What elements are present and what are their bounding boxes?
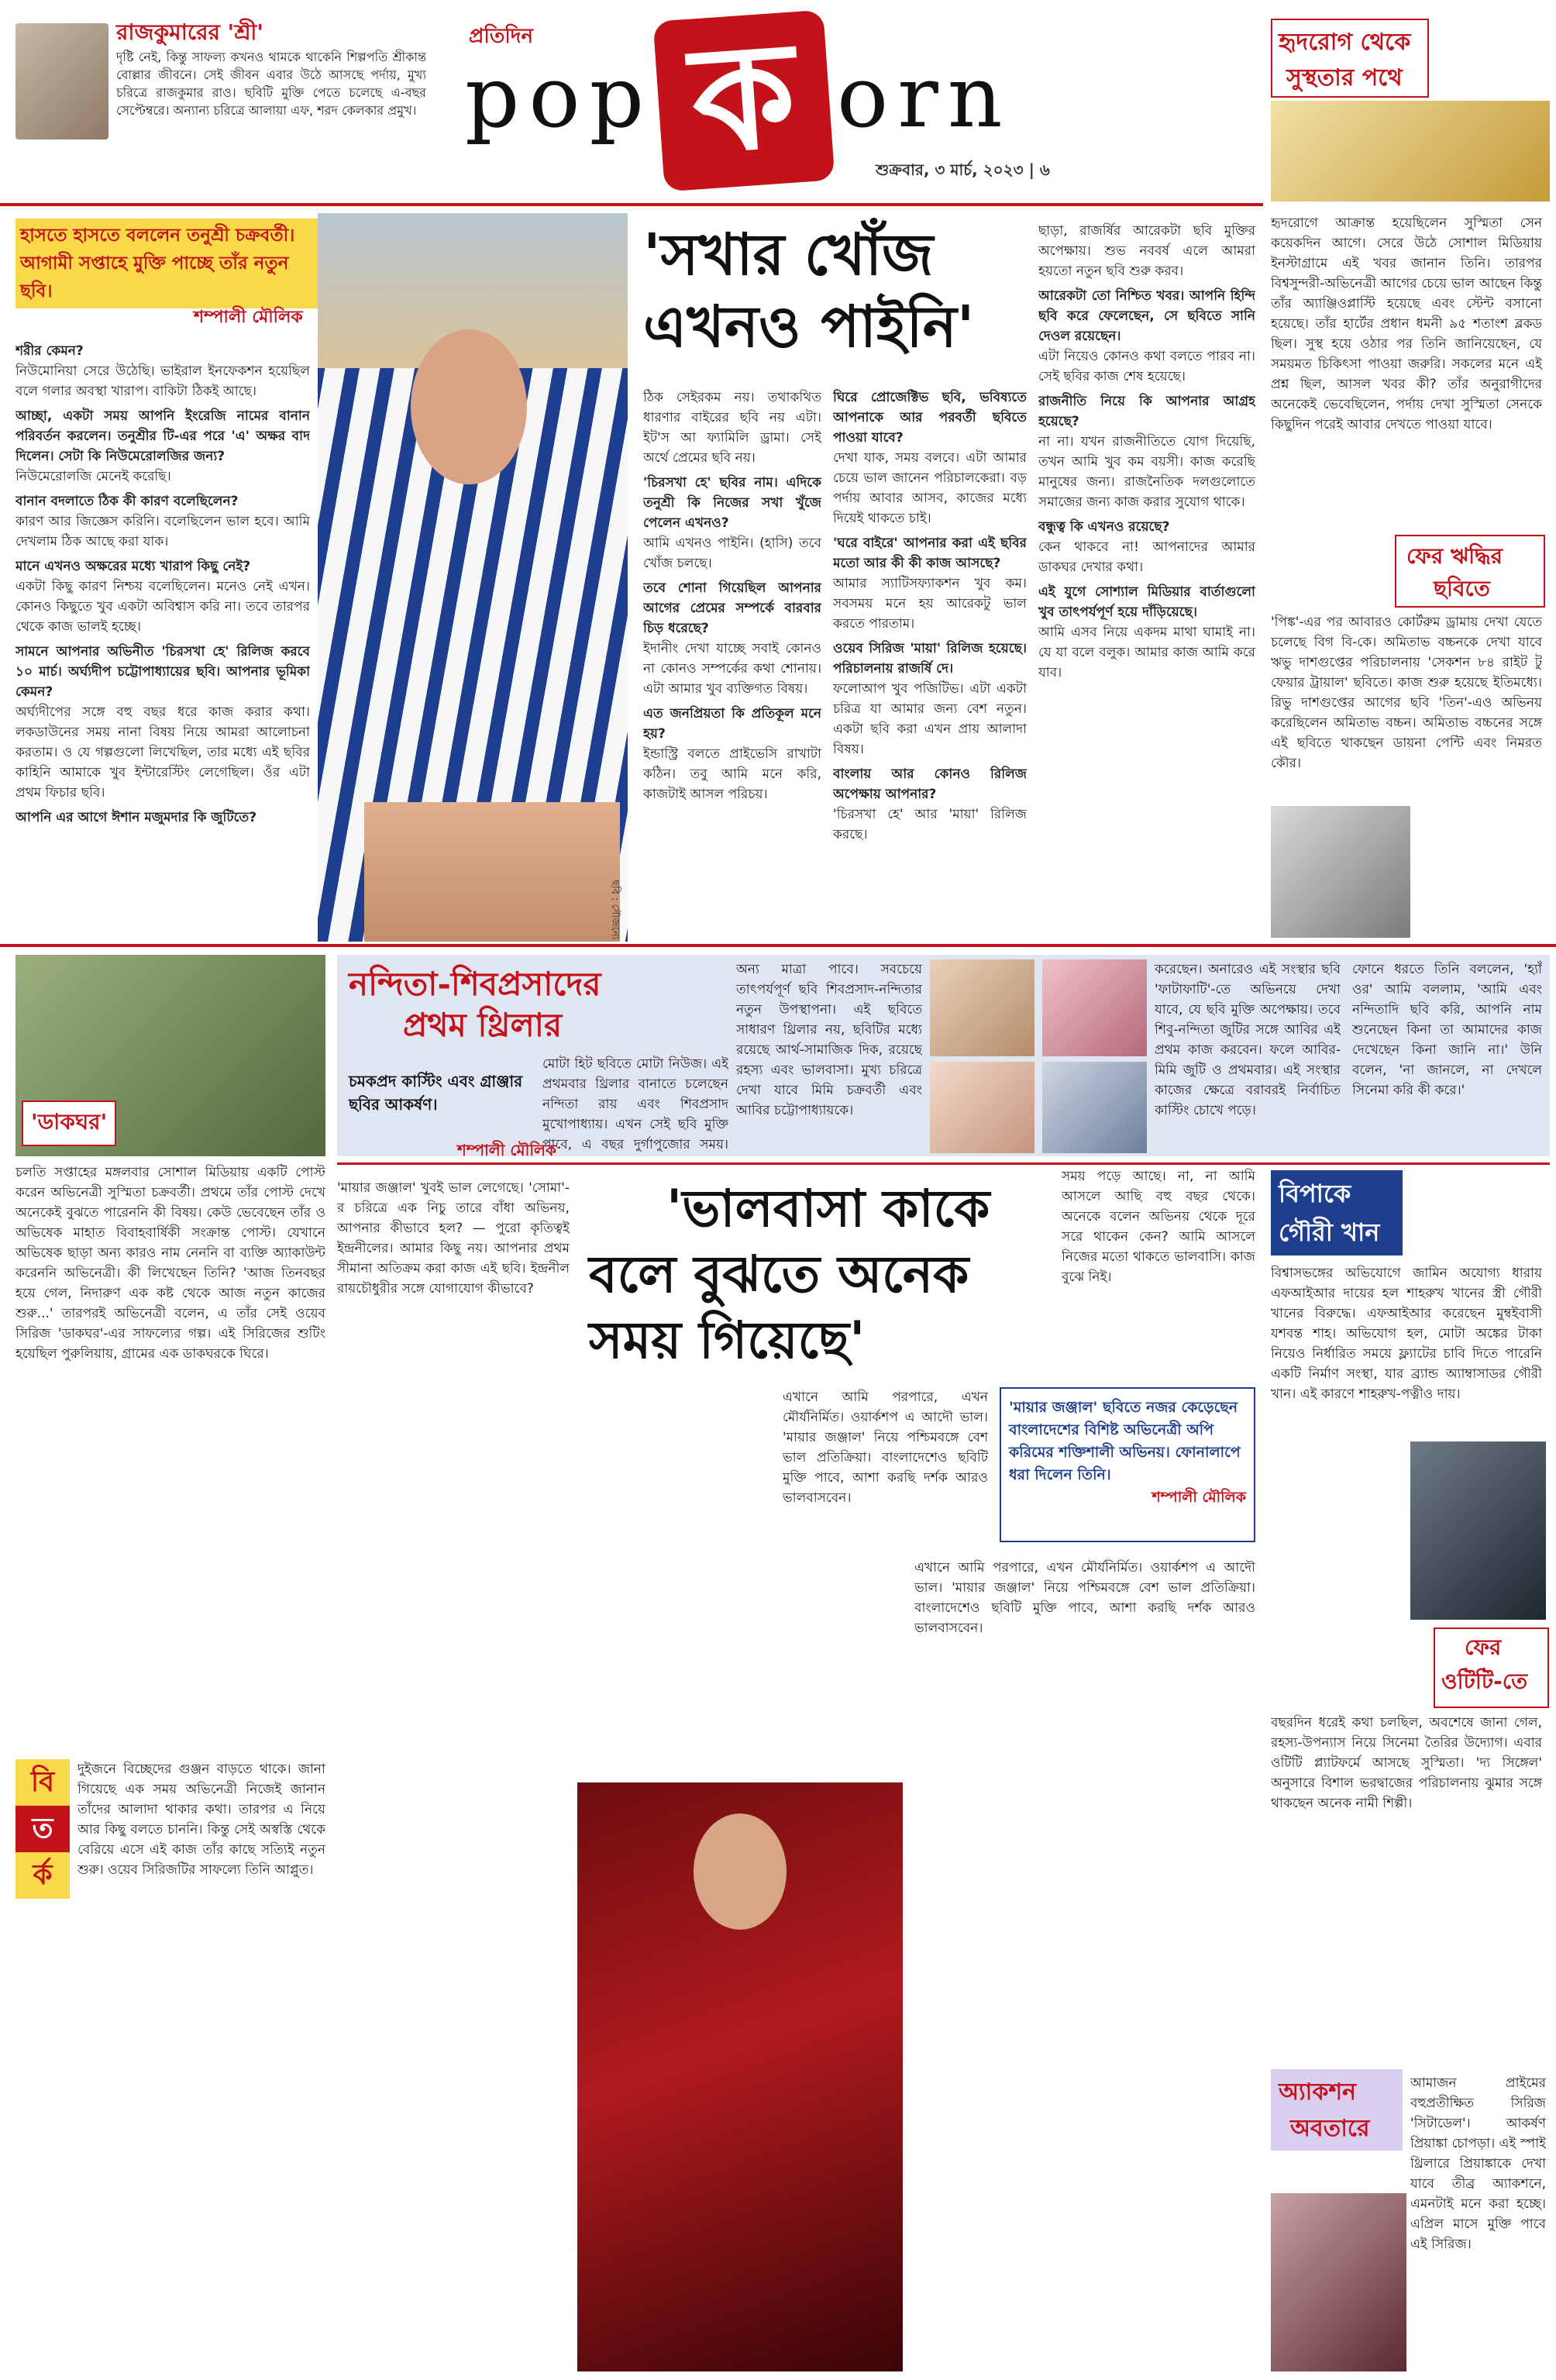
c2-4-a: ইন্ডাস্ট্রি বলতে প্রাইভেসি রাখাটা কঠিন। তবু আমি মনে করি, কাজটাই আসল পরিচয়। xyxy=(643,746,821,802)
c4-3-a: না না। যখন রাজনীতিতে যোগ দিয়েছি, তখন আমি খুব কম বয়সী। কাজ করেছি মানুষের জন্য। রাজনৈতিক দলগুলোতে সমাজের জন্য কাজ করার সুযোগ থাকে। xyxy=(1038,434,1255,510)
sushmita-photo xyxy=(1271,101,1550,201)
qa-1-a: নিউমোনিয়া সেরে উঠেছি। ভাইরাল ইনফেকশন হয়েছিল বলে গলার অবস্থা খারাপ। বাকিটা ঠিকই আছে। xyxy=(15,363,310,399)
tanushree-photo xyxy=(318,213,628,942)
priyanka-photo xyxy=(1271,2193,1406,2371)
apu-intro: 'মায়ার জঞ্জাল' ছবিতে নজর কেড়েছেন বাংলাদেশের বিশিষ্ট অভিনেত্রী অপি করিমের শক্তিশালী অভিনয়। ফোনালাপে ধরা দিলেন তিনি। xyxy=(1009,1399,1241,1483)
thriller-col-2: অন্য মাত্রা পাবে। সবচেয়ে তাৎপর্যপূর্ণ ছবি শিবপ্রসাদ-নন্দিতার নতুন উপস্থাপনা। এই ছবিতে সাধারণ থ্রিলার নয়, ছবিটির মধ্যে রয়েছে আর্থ-সামাজিক দিক, রয়েছে রহস্য এবং ভালবাসা। মুখ্য চরিত্রে দেখা যাবে মিমি চক্রবর্তী এবং আবির চট্টোপাধ্যায়কে। xyxy=(736,962,922,1118)
gauri-text: বিশ্বাসভঙ্গের অভিযোগে জামিন অযোগ্য ধারায় এফআইআর দায়ের হল শাহরুখ খানের স্ত্রী গৌরী খানের বিরুদ্ধে। এফআইআর করেছেন মুম্বইবাসী যশবন্ত শাহ। অভিযোগ হল, মোটা অঙ্কের টাকা নিয়েও নির্ধারিত সময়ে ফ্ল্যাটের চাবি দিতে পারেনি একটি নির্মাণ সংস্থা, যার ব্র্যান্ড অ্যাম্বাসাডর গৌরী খান। এই কারণে শাহরুখ-পত্নীও দায়। xyxy=(1271,1266,1542,1402)
ott-text: বছরদিন ধরেই কথা চলছিল, অবশেষে জানা গেল, রহস্য-উপন্যাস নিয়ে সিনেমা তৈরির উদ্যোগ। এবার ওটিটি প্ল্যাটফর্মে আসছে সুস্মিতা। 'দ্য সিঙ্গেল' অনুসারে বিশাল ভরদ্বাজের পরিচালনায় ঝুমার সঙ্গে থাকছেন অনেক নামী শিল্পী। xyxy=(1271,1715,1542,1811)
c4-3-q: রাজনীতি নিয়ে কি আপনার আগ্রহ হয়েছে? xyxy=(1038,394,1255,429)
qa-2-q: আচ্ছা, একটা সময় আপনি ইংরেজি নামের বানান পরিবর্তন করলেন। তনুশ্রীর টি-এর পরে 'এ' অক্ষর বাদ দিলেন। সেটা কি নিউমেরোলজির জন্য? xyxy=(15,408,310,464)
c4-5-q: এই যুগে সোশ্যাল মিডিয়ার বার্তাগুলো খুব তাৎপর্যপূর্ণ হয়ে দাঁড়িয়েছে। xyxy=(1038,584,1255,620)
cast-photo-3 xyxy=(930,1062,1034,1153)
c2-4-q: এত জনপ্রিয়তা কি প্রতিকূল মনে হয়? xyxy=(643,706,821,742)
c4-1-a: ছাড়া, রাজর্ষির আরেকটা ছবি মুক্তির অপেক্ষায়। শুভ নববর্ষ এলে আমরা হয়তো নতুন ছবি শুরু করব। xyxy=(1038,223,1255,279)
cast-photo-4 xyxy=(1042,1062,1147,1153)
amitabh-photo xyxy=(1271,806,1410,938)
apu-headline-2: বলে বুঝতে অনেক xyxy=(589,1244,969,1304)
masthead xyxy=(0,0,1556,203)
dakghar-text: চলতি সপ্তাহের মঙ্গলবার সোশাল মিডিয়ায় একটি পোস্ট করেন অভিনেত্রী সুস্মিতা চক্রবর্তী। প্রথমে তাঁর পোস্ট দেখে অনেকেই বুঝতে পারেননি কী বিষয়। কেউ ভেবেছেন তাঁর ও অভিষেক মাহাত বিবাহবার্ষিকী সংক্রান্ত পোস্ট। যেখানে অভিষেক ছাড়া অন্য কারও নাম নেননি বা ব্যক্তি অ্যাকাউন্ট করেননি অভিনেত্রী। কী লিখেছেন তিনি? 'আজ তিনবছর হয়ে গেল, নিদারুণ এক কষ্ট থেকে আজ নতুন কাজের শুরু...' তারপরই অভিনেত্রী বলেন, এ তাঁর সেই ওয়েব সিরিজ 'ডাকঘর'-এর সাফল্যের গল্প। এই সিরিজের শুটিং হয়েছিল পুরুলিয়ায়, গ্রামের এক ডাকঘরকে ঘিরে। xyxy=(15,1165,325,1362)
action-title-2: অবতারে xyxy=(1290,2115,1370,2142)
lead-headline-2: এখনও পাইনি' xyxy=(643,294,975,360)
ott-title-1: ফের xyxy=(1465,1634,1502,1660)
c3-4-a: 'চিরসখা হে' আর 'মায়া' রিলিজ করছে। xyxy=(833,807,1027,842)
topright-text: হৃদরোগে আক্রান্ত হয়েছিলেন সুস্মিতা সেন কয়েকদিন আগে। সেরে উঠে সোশাল মিডিয়ায় ইনস্টাগ্রামে এই খবর জানান তিনি। তারপর বিশ্বসুন্দরী-অভিনেত্রী আগের চেয়ে ভাল আছেন কিন্তু তাঁর অ্যাঞ্জিওপ্লাস্টি হয়েছে এবং স্টেন্ট বসানো হয়েছে। তাঁর হার্টের প্রধান ধমনী ৯৫ শতাংশ ব্লকড ছিল। সুস্থ হয়ে ওঠার পর তিনি জানিয়েছেন, যে সময়মত চিকিৎসা পাওয়া জরুরি। সকলের মনে এই প্রশ্ন ছিল, আসল খবর কী? তাঁর অনুরাগীদের অনেকেই ভেবেছিলেন, পর্দায় দেখা সুস্মিতা সেনকে কিছুদিন পরেই আবার দেখতে পাওয়া যাবে। xyxy=(1271,215,1542,432)
cast-photo-2 xyxy=(1042,959,1147,1056)
c3-3-q: ওয়েব সিরিজ 'মায়া' রিলিজ হয়েছে। পরিচালনায় রাজর্ষি দে। xyxy=(833,641,1027,677)
qa-3-q: বানান বদলাতে ঠিক কী কারণ বলেছিলেন? xyxy=(15,494,239,509)
date-line: শুক্রবার, ৩ মার্চ, ২০২৩ | ৬ xyxy=(876,160,1050,179)
tirtho-text: দুইজনে বিচ্ছেদের গুঞ্জন বাড়তে থাকে। জানা গিয়েছে এক সময় অভিনেত্রী নিজেই জানান তাঁদের আলাদা থাকার কথা। তারপর এ নিয়ে আর কিছু বলতে চাননি। কিন্তু সেই অস্বস্তি থেকে বেরিয়ে এসে এই কাজ তাঁর কাছে সত্যিই নতুন শুরু। ওয়েব সিরিজটির সাফল্যে তিনি আপ্লুত। xyxy=(77,1762,325,1878)
action-text: আমাজন প্রাইমের বহুপ্রতীক্ষিত সিরিজ 'সিটাডেল'। আকর্ষণ প্রিয়াঙ্কা চোপড়া। এই স্পাই থ্রিলারে প্রিয়াঙ্কাকে দেখা যাবে তীব্র অ্যাকশনে, এমনটাই মনে করা হচ্ছে। এপ্রিল মাসে মুক্তি পাবে এই সিরিজ। xyxy=(1410,2075,1546,2252)
tirtho-letter-c: র্ক xyxy=(33,1859,53,1891)
gauri-photo xyxy=(1410,1441,1546,1620)
tirtho-letters xyxy=(15,1759,70,1899)
lead-column-1 xyxy=(15,341,310,938)
lead-column-2 xyxy=(643,387,821,938)
brand-small: প্রতিদিন xyxy=(469,25,533,48)
apu-headline-3: সময় গিয়েছে' xyxy=(589,1310,866,1370)
c4-4-q: বন্ধুত্ব কি এখনও রয়েছে? xyxy=(1038,519,1170,535)
topleft-text: দৃষ্টি নেই, কিন্তু সাফল্য কখনও থামকে থাকেনি শিল্পপতি শ্রীকান্ত বোল্লার জীবনে। সেই জীবন এবার উঠে আসছে পর্দায়, মুখ্য চরিত্রে রাজকুমার রাও। ছবিটি মুক্তি পেতে চলেছে এ-বছর সেপ্টেম্বরে। অন্যান্য চরিত্রে আলায়া এফ, শরদ কেলকার প্রমুখ। xyxy=(116,50,426,118)
apu-col-1: 'মায়ার জঞ্জাল' খুবই ভাল লেগেছে। 'সোমা'-র চরিত্রে এক নিচু তারে বাঁধা অভিনয়, আপনার কীভাবে হল? — পুরো কৃতিত্বই ইন্দ্রনীলের। আমার কিছু নয়। আপনার প্রথম সীমানা অতিক্রম করা কাজ এই ছবি। ইন্দ্রনীল রায়চৌধুরীর সঙ্গে যোগাযোগ কীভাবে? xyxy=(337,1180,570,1297)
amitabh-text: 'পিঙ্ক'-এর পর আবারও কোর্টরুম ড্রামায় দেখা যেতে চলেছে বিগ বি-কে। অমিতাভ বচ্চনকে দেখা যাবে ঋভু দাশগুপ্তের পরিচালনায় 'সেকশন ৮৪ রাইট টু ফেয়ার ট্রায়াল' ছবিতে। কাজ শুরু হয়েছে ইতিমধ্যে। রিভু দাশগুপ্তের আগের ছবি 'তিন'-এও অভিনয় করেছিলেন অমিতাভ বচ্চন। অমিতাভ বচ্চনের সঙ্গে এই ছবিতে থাকছেন ডায়না পেন্টি এবং নিমরত কৌর। xyxy=(1271,615,1542,771)
apu-col-4: এখানে আমি পরপারে, এখন মৌর্যনির্মিত। ওয়ার্কশপ এ আদৌ ভাল। 'মায়ার জঞ্জাল' নিয়ে পশ্চিমবঙ্গে বেশ ভাল প্রতিক্রিয়া। বাংলাদেশেও ছবিটি মুক্তি পাবে, আশা করছি দর্শক আরও ভালবাসবেন। xyxy=(914,1560,1255,1636)
masthead-rule xyxy=(0,203,1263,206)
qa-1-q: শরীর কেমন? xyxy=(15,343,84,359)
c3-3-a: ফলোআপ খুব পজিটিভ। এটা একটা চরিত্র যা আমার জন্য বেশ নতুন। একটা ছবি করা এখন প্রায় আলাদা বিষয়। xyxy=(833,681,1027,757)
qa-2-a: নিউমেরোলজি মেনেই করেছি। xyxy=(15,469,171,484)
photo-credit: ছবি : সৌজন্যে xyxy=(609,880,621,940)
thriller-kicker: চমকপ্রদ কাস্টিং এবং গ্রাঞ্জার ছবির আকর্ষণ। xyxy=(349,1072,523,1114)
thriller-col-4: ফোনে ধরতে তিনি বললেন, 'হ্যাঁ ওর' আমি বললাম, 'আমি এবং নন্দিতাদি ছবি করি, আপনি নাম শুনেছেন কিনা তা আমাদের কাজ দেখেছেন কিনা জানি না।' উনি বলেন, 'না জানলে, না দেখলে সিনেমা করি কী করে।' xyxy=(1352,962,1542,1098)
qa-6-q: আপনি এর আগে ঈশান মজুমদার কি জুটিতে? xyxy=(15,810,257,825)
thriller-col-1: মোটা হিট ছবিতে মোটা নিউজ। এই প্রথমবার থ্রিলার বানাতে চলেছেন নন্দিতা রায় এবং শিবপ্রসাদ মুখোপাধ্যায়। এখন সেই ছবি মুক্তি পাবে, এ বছর দুর্গাপুজোর সময়। xyxy=(542,1056,728,1152)
thriller-title-1: নন্দিতা-শিবপ্রসাদের xyxy=(349,965,601,1003)
qa-3-a: কারণ আর জিজ্ঞেস করিনি। বলেছিলেন ভাল হবে। আমি দেখলাম ঠিক আছে করা যাক। xyxy=(15,514,310,549)
topleft-title: রাজকুমারের 'শ্রী' xyxy=(116,19,263,45)
c4-5-a: আমি এসব নিয়ে একদম মাথা ঘামাই না। যে যা বলে বলুক। আমার কাজ আমি করে যাব। xyxy=(1038,625,1255,680)
ott-title-2: ওটিটি-তে xyxy=(1441,1669,1528,1694)
thriller-col-3: করেছেন। অনারেও এই সংস্থার ছবি 'ফাটাফাটি'-তে অভিনয়ে দেখা যাবে, যে ছবি মুক্তি অপেক্ষায়। তবে শিবু-নন্দিতা জুটির সঙ্গে আবির এই প্রথম কাজ করবেন। ফলে আবির-মিমি জুটি ও প্রথমবার। এই সংস্থার কাজের ক্ষেত্রে বরাবরই নির্বাচিত কাস্টিং চোখে পড়ে। xyxy=(1155,962,1341,1118)
topright-title-1: হৃদরোগ থেকে xyxy=(1279,29,1411,56)
qa-4-a: একটা কিছু কারণ নিশ্চয় বলেছিলেন। মনেও নেই এখন। কোনও কিছুতে খুব একটা অবিশ্বাস করি না। তবে তারপর থেকে কাজ ভালই হচ্ছে। xyxy=(15,579,310,635)
rajkummar-photo xyxy=(15,23,108,139)
c3-2-q: 'ঘরে বাইরে' আপনার করা এই ছবির মতো আর কী কী কাজ আসছে? xyxy=(833,536,1027,571)
lead-column-3 xyxy=(833,387,1027,938)
c2-3-a: ইদানীং দেখা যাচ্ছে সবাই কোনও না কোনও সম্পর্কের কথা শোনায়। এটা আমার খুব ব্যক্তিগত বিষয়। xyxy=(643,641,821,697)
gauri-title-2: গৌরী খান xyxy=(1279,1218,1380,1247)
dakghar-tag: 'ডাকঘর' xyxy=(22,1100,116,1146)
brand-pop: pop xyxy=(465,47,654,146)
c4-2-q: আরেকটা তো নিশ্চিত খবর। আপনি হিন্দি ছবি করে ফেলেছেন, সে ছবিতে সানি দেওল রয়েছেন। xyxy=(1038,288,1255,344)
lead-column-4 xyxy=(1038,221,1255,938)
c2-3-q: তবে শোনা গিয়েছিল আপনার আগের প্রেমের সম্পর্কে বারবার চিড় ধরেছে? xyxy=(643,580,821,636)
thriller-byline: শম্পালী মৌলিক xyxy=(457,1141,556,1159)
c2-1-a: ঠিক সেইরকম নয়। তথাকথিত ধারণার বাইরের ছবি নয় এটা। ইট'স আ ফ্যামিলি ড্রামা। সেই অর্থে প্রেমের ছবি নয়। xyxy=(643,390,821,466)
lead-byline: শম্পালী মৌলিক xyxy=(194,308,303,327)
apu-intro-box xyxy=(1000,1387,1255,1542)
apu-headline-1: 'ভালবাসা কাকে xyxy=(666,1178,990,1238)
apu-byline: শম্পালী মৌলিক xyxy=(1152,1489,1246,1506)
c2-2-a: আমি এখনও পাইনি। (হাসি) তবে খোঁজ চলছে। xyxy=(643,536,821,571)
c4-4-a: কেন থাকবে না! আপনাদের আমার ডাকঘর দেখার কথা। xyxy=(1038,539,1255,575)
topright-title-2: সুস্থতার পথে xyxy=(1286,64,1403,91)
lower-rule xyxy=(337,1162,1550,1165)
c4-2-a: এটা নিয়েও কোনও কথা বলতে পারব না। সেই ছবির কাজ শেষ হয়েছে। xyxy=(1038,349,1255,384)
c3-1-a: দেখা যাক, সময় বলবে। এটা আমার চেয়ে ভাল জানেন পরিচালকেরা। বড় পর্দায় আবার আসব, কাজের মধ্যে দিয়েই থাকতে চাই। xyxy=(833,450,1027,526)
amitabh-title-1: ফের ঋদ্ধির xyxy=(1406,543,1503,569)
c3-4-q: বাংলায় আর কোনও রিলিজ অপেক্ষায় আপনার? xyxy=(833,766,1027,802)
lead-kicker-box xyxy=(15,219,310,304)
action-title-1: অ্যাকশন xyxy=(1279,2079,1357,2106)
qa-5-a: অর্ঘ্যদীপের সঙ্গে বহু বছর ধরে কাজ করার কথা। লকডাউনের সময় নানা বিষয় নিয়ে আমরা আলোচনা করতাম। ও যে গল্পগুলো লিখেছিল, তার মধ্যে এই ছবির কাহিনি আমাকে খুব ইন্টারেস্টিং লেগেছিল। ওঁর এটা প্রথম ফিচার ছবি। xyxy=(15,704,310,801)
apu-karim-photo xyxy=(577,1782,903,2371)
c3-1-q: ঘিরে প্রোজেক্টিভ ছবি, ভবিষ্যতে আপনাকে আর পরবর্তী ছবিতে পাওয়া যাবে? xyxy=(833,390,1027,446)
amitabh-title-2: ছবিতে xyxy=(1434,576,1490,601)
apu-photo-face xyxy=(694,1813,787,1930)
brand-orn: orn xyxy=(837,47,1012,146)
cast-photo-1 xyxy=(930,959,1034,1056)
gauri-title-1: বিপাকে xyxy=(1279,1179,1351,1208)
tirtho-letter-b: ত xyxy=(15,1806,70,1852)
logo-letter: ক xyxy=(686,6,801,187)
qa-4-q: মানে এখনও অক্ষরের মধ্যে খারাপ কিছু নেই? xyxy=(15,559,251,574)
photo-face xyxy=(411,329,527,484)
thriller-title-2: প্রথম থ্রিলার xyxy=(403,1006,563,1044)
apu-col-2: এখানে আমি পরপারে, এখন মৌর্যনির্মিত। ওয়ার্কশপ এ আদৌ ভাল। 'মায়ার জঞ্জাল' নিয়ে পশ্চিমবঙ্গে বেশ ভাল প্রতিক্রিয়া। বাংলাদেশেও ছবিটি মুক্তি পাবে, আশা করছি দর্শক আরও ভালবাসবেন। xyxy=(783,1390,988,1506)
photo-legs xyxy=(364,802,620,942)
apu-col-3: সময় পড়ে আছে। না, না আমি আসলে আছি বহু বছর থেকে। অনেকে বলেন অভিনয় থেকে দূরে সরে থাকেন কেন? আমি আসলে নিজের মতো থাকতে ভালবাসি। কাজ বুঝে নিই। xyxy=(1062,1169,1255,1285)
mid-rule xyxy=(0,944,1556,947)
lead-headline-1: 'সখার খোঁজ xyxy=(643,222,934,288)
c2-2-q: 'চিরসখা হে' ছবির নাম। এদিকে তনুশ্রী কি নিজের সখা খুঁজে পেলেন এখনও? xyxy=(643,475,821,531)
c3-2-a: আমার স্যাটিসফ্যাকশন খুব কম। সবসময় মনে হয় আরেকটু ভাল করতে পারতাম। xyxy=(833,576,1027,632)
brand-logo xyxy=(653,6,835,192)
lead-kicker: হাসতে হাসতে বললেন তনুশ্রী চক্রবর্তী। আগামী সপ্তাহে মুক্তি পাচ্ছে তাঁর নতুন ছবি। xyxy=(15,219,319,308)
tirtho-letter-a: বি xyxy=(30,1766,55,1798)
qa-5-q: সামনে আপনার অভিনীত 'চিরসখা হে' রিলিজ করবে ১০ মার্চ। অর্ঘ্যদীপ চট্টোপাধ্যায়ের ছবি। আপনার ভূমিকা কেমন? xyxy=(15,644,310,700)
